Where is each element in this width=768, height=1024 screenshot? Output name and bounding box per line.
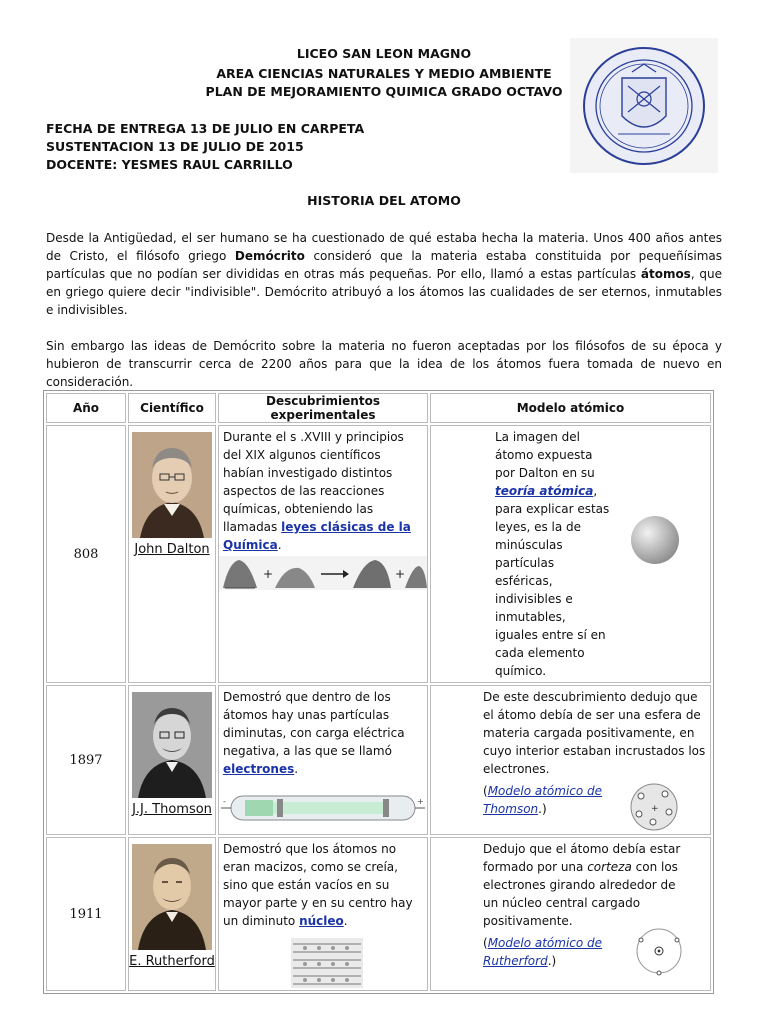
discovery-body: Demostró que los átomos no eran macizos, como se creía, sino que están vacíos en su mayor parte y en su centro hay un diminuto xyxy=(223,842,413,928)
page-title: HISTORIA DEL ATOMO xyxy=(307,193,461,208)
discovery-cell xyxy=(218,685,428,835)
svg-text:+: + xyxy=(417,797,424,806)
table-row xyxy=(46,425,711,683)
year-cell: 808 xyxy=(46,425,126,683)
svg-text:-: - xyxy=(223,797,226,806)
rutherford-model-link[interactable]: Modelo atómico de Rutherford xyxy=(483,936,603,968)
thomson-model-link[interactable]: Modelo atómico de Thomson xyxy=(483,784,603,816)
scientist-name: John Dalton xyxy=(134,542,210,557)
plan-name: PLAN DE MEJORAMIENTO QUIMICA GRADO OCTAVO xyxy=(205,84,563,99)
svg-text:+: + xyxy=(263,567,274,581)
model-cell xyxy=(430,837,711,991)
school-seal xyxy=(570,38,718,173)
scientist-cell xyxy=(128,425,216,683)
table-header-row xyxy=(46,393,711,423)
intro-bold-democrito: Demócrito xyxy=(234,249,305,263)
sustentation-date: SUSTENTACION 13 DE JULIO DE 2015 xyxy=(46,139,304,154)
col-header-year: Año xyxy=(46,393,126,423)
model-body: La imagen del átomo expuesta por Dalton en su xyxy=(495,430,595,480)
year-cell: 1911 xyxy=(46,837,126,991)
model-cell xyxy=(430,425,711,683)
discovery-text xyxy=(219,686,427,780)
school-seal-icon xyxy=(578,42,710,170)
dalton-sphere-model xyxy=(629,514,681,566)
model-italic-corteza: corteza xyxy=(587,860,632,874)
delivery-date: FECHA DE ENTREGA 13 DE JULIO EN CARPETA xyxy=(46,121,365,136)
electrones-link[interactable]: electrones xyxy=(223,762,295,776)
model-cell xyxy=(430,685,711,835)
model-link-line: (Modelo atómico de Rutherford.) xyxy=(483,936,603,968)
col-header-discoveries: Descubrimientos experimentales xyxy=(218,393,428,423)
reaction-illustration xyxy=(219,556,427,590)
nucleo-link[interactable]: núcleo xyxy=(299,914,344,928)
school-name: LICEO SAN LEON MAGNO xyxy=(296,46,472,61)
discovery-cell xyxy=(218,425,428,683)
thomson-model-diagram xyxy=(629,782,679,832)
model-text xyxy=(431,838,710,932)
dalton-portrait-image xyxy=(132,432,212,538)
table-row xyxy=(46,837,711,991)
svg-text:+: + xyxy=(651,804,659,814)
model-text xyxy=(431,686,710,780)
rutherford-model-diagram xyxy=(631,926,687,976)
cathode-ray-tube-illustration xyxy=(219,788,427,828)
gold-foil-illustration xyxy=(219,936,427,990)
scientist-cell xyxy=(128,685,216,835)
discovery-body: Demostró que dentro de los átomos hay unas partículas diminutas, con carga eléctrica negativa, a las que se llamó xyxy=(223,690,405,758)
scientist-cell xyxy=(128,837,216,991)
year-cell: 1897 xyxy=(46,685,126,835)
intro-text: , que en griego quiere decir "indivisible". Demócrito atribuyó a los átomos las cualidades de ser eternos, inmutables e indivisibles. xyxy=(46,267,722,317)
discovery-end: . xyxy=(343,914,348,928)
model-link-line: (Modelo atómico de Thomson.) xyxy=(483,784,603,816)
discovery-cell xyxy=(218,837,428,991)
area-name: AREA CIENCIAS NATURALES Y MEDIO AMBIENTE xyxy=(216,66,552,81)
teacher: DOCENTE: YESMES RAUL CARRILLO xyxy=(46,157,293,172)
intro-text: Desde la Antigüedad, el ser humano se ha cuestionado de qué estaba hecha la materia. Unos 400 años antes de Cristo, el filósofo griego xyxy=(46,231,722,263)
model-body: De este descubrimiento dedujo que el átomo debía de ser una esfera de materia cargada positivamente, en cuyo interior estaban incrustados los electrones. xyxy=(483,690,706,776)
intro-paragraph-2: Sin embargo las ideas de Demócrito sobre la materia no fueron aceptadas por los filósofos de su época y hubieron de transcurrir cerca de 2200 años para que la idea de los átomos fuera tomada de nuevo en consideración. xyxy=(46,339,722,389)
model-body-end: , para explicar estas leyes, es la de minúsculas partículas esféricas, indivisibles e inmutables, iguales entre sí en cada elemento químico. xyxy=(495,484,610,678)
intro-paragraph-1 xyxy=(46,229,722,319)
teoria-atomica-link[interactable]: teoría atómica xyxy=(495,484,594,498)
table-row xyxy=(46,685,711,835)
leyes-clasicas-link[interactable]: leyes clásicas de la Química xyxy=(223,520,411,552)
discovery-body: Durante el s .XVIII y principios del XIX algunos científicos habían investigado distintos aspectos de las reacciones químicas, obteniendo las llamadas xyxy=(223,430,404,534)
model-body: con los electrones girando alrededor de un núcleo central cargado positivamente. xyxy=(483,860,678,928)
discovery-text xyxy=(219,426,427,556)
discovery-end: . xyxy=(294,762,299,776)
discovery-end: . xyxy=(277,538,282,552)
scientist-name: J.J. Thomson xyxy=(132,802,212,817)
discovery-text xyxy=(219,838,427,932)
svg-text:+: + xyxy=(395,567,406,581)
intro-bold-atomos: átomos xyxy=(640,267,691,281)
history-table xyxy=(43,390,714,994)
col-header-model: Modelo atómico xyxy=(430,393,711,423)
thomson-portrait-image xyxy=(132,692,212,798)
col-header-scientist: Científico xyxy=(128,393,216,423)
scientist-name: E. Rutherford xyxy=(129,954,215,969)
rutherford-portrait-image xyxy=(132,844,212,950)
model-body: Dedujo que el átomo debía estar formado por una xyxy=(483,842,681,874)
intro-text: consideró que la materia estaba constituida por pequeñísimas partículas que no podían ser divididas en otras más pequeñas. Por ello, llamó a estas partículas xyxy=(46,249,722,281)
